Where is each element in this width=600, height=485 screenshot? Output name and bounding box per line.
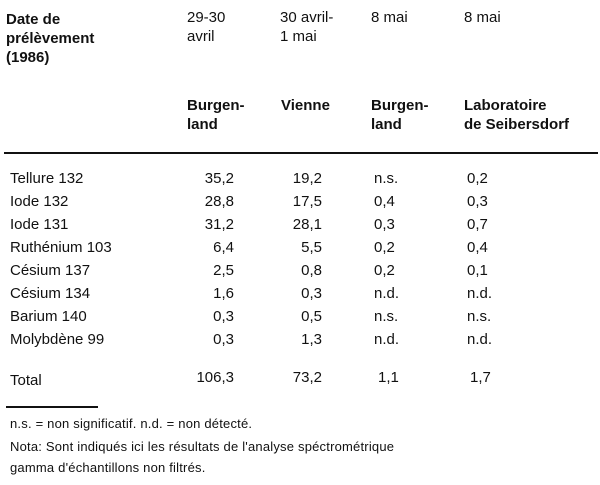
date-header-2-line-2: 1 mai [280, 28, 317, 45]
footnote-rule [6, 406, 98, 408]
table-cell: 0,3 [374, 216, 395, 233]
table-cell: 2,5 [213, 262, 234, 279]
table-cell: 31,2 [204, 216, 234, 233]
table-cell: 28,1 [292, 216, 322, 233]
site-header-4-line-2: de Seibersdorf [464, 116, 570, 133]
date-header-1-line-2: avril [187, 28, 215, 45]
table-cell: 1,6 [213, 285, 234, 302]
table-cell: 19,2 [292, 170, 322, 187]
table-cell: 28,8 [204, 193, 234, 210]
table-cell: 1,3 [301, 331, 322, 348]
table-row-name: Iode 131 [10, 216, 69, 233]
table-cell: 0,2 [374, 239, 395, 256]
table-cell: 0,7 [467, 216, 488, 233]
total-cell: 1,1 [378, 369, 399, 386]
total-label: Total [10, 372, 42, 389]
site-header-4-line-1: Laboratoire [464, 97, 547, 114]
table-row-name: Césium 134 [10, 285, 91, 302]
date-header-4-line-1: 8 mai [464, 9, 501, 26]
row-header-line-3: (1986) [6, 49, 50, 66]
table-cell: 0,1 [467, 262, 488, 279]
row-header-line-2: prélèvement [6, 30, 95, 47]
header-separator-rule [4, 152, 598, 154]
total-cell: 1,7 [470, 369, 491, 386]
table-cell: 0,3 [467, 193, 488, 210]
table-row-name: Iode 132 [10, 193, 69, 210]
table-cell: 0,2 [374, 262, 395, 279]
value-column-1 [172, 167, 234, 351]
table-row-name: Césium 137 [10, 262, 91, 279]
date-header-3 [371, 8, 408, 27]
table-row-name: Barium 140 [10, 308, 87, 325]
site-header-4 [464, 96, 569, 134]
total-cell: 106,3 [196, 369, 234, 386]
table-cell: 0,2 [467, 170, 488, 187]
site-header-1-line-1: Burgen- [187, 97, 245, 114]
table-cell: 6,4 [213, 239, 234, 256]
site-header-2 [281, 96, 330, 115]
table-cell: 0,4 [467, 239, 488, 256]
date-header-1 [187, 8, 225, 46]
table-cell: 0,5 [301, 308, 322, 325]
table-cell: 0,4 [374, 193, 395, 210]
site-header-3 [371, 96, 429, 134]
note-footnote-line-2: gamma d'échantillons non filtrés. [10, 460, 206, 475]
site-header-3-line-1: Burgen- [371, 97, 429, 114]
table-cell: n.s. [467, 308, 492, 325]
value-column-3 [374, 167, 399, 351]
note-footnote-line-1: Nota: Sont indiqués ici les résultats de l'analyse spéctrométrique [10, 439, 395, 454]
value-column-2 [266, 167, 322, 351]
date-header-2-line-1: 30 avril- [280, 9, 334, 26]
total-cell: 73,2 [292, 369, 322, 386]
site-header-2-line-1: Vienne [281, 97, 330, 114]
table-row-name: Tellure 132 [10, 170, 84, 187]
table-cell: n.d. [467, 331, 493, 348]
table-row-name: Molybdène 99 [10, 331, 105, 348]
table-cell: n.d. [467, 285, 493, 302]
table-cell: n.s. [374, 308, 399, 325]
table-cell: 35,2 [204, 170, 234, 187]
date-header-1-line-1: 29-30 [187, 9, 226, 26]
site-header-1-line-2: land [187, 116, 218, 133]
table-cell: 0,3 [301, 285, 322, 302]
abbreviations-footnote: n.s. = non significatif. n.d. = non détecté. [10, 416, 253, 431]
table-cell: n.d. [374, 331, 400, 348]
table-cell: n.s. [374, 170, 399, 187]
row-header-label [6, 10, 94, 67]
table-cell: n.d. [374, 285, 400, 302]
table-cell: 5,5 [301, 239, 322, 256]
table-cell: 0,8 [301, 262, 322, 279]
site-header-1 [187, 96, 245, 134]
date-header-2 [280, 8, 333, 46]
value-column-4 [467, 167, 492, 351]
row-header-line-1: Date de [6, 11, 61, 28]
table-cell: 0,3 [213, 308, 234, 325]
table-cell: 0,3 [213, 331, 234, 348]
nuclide-name-column [10, 167, 112, 351]
table-cell: 17,5 [292, 193, 322, 210]
date-header-3-line-1: 8 mai [371, 9, 408, 26]
date-header-4 [464, 8, 501, 27]
table-row-name: Ruthénium 103 [10, 239, 112, 256]
site-header-3-line-2: land [371, 116, 402, 133]
